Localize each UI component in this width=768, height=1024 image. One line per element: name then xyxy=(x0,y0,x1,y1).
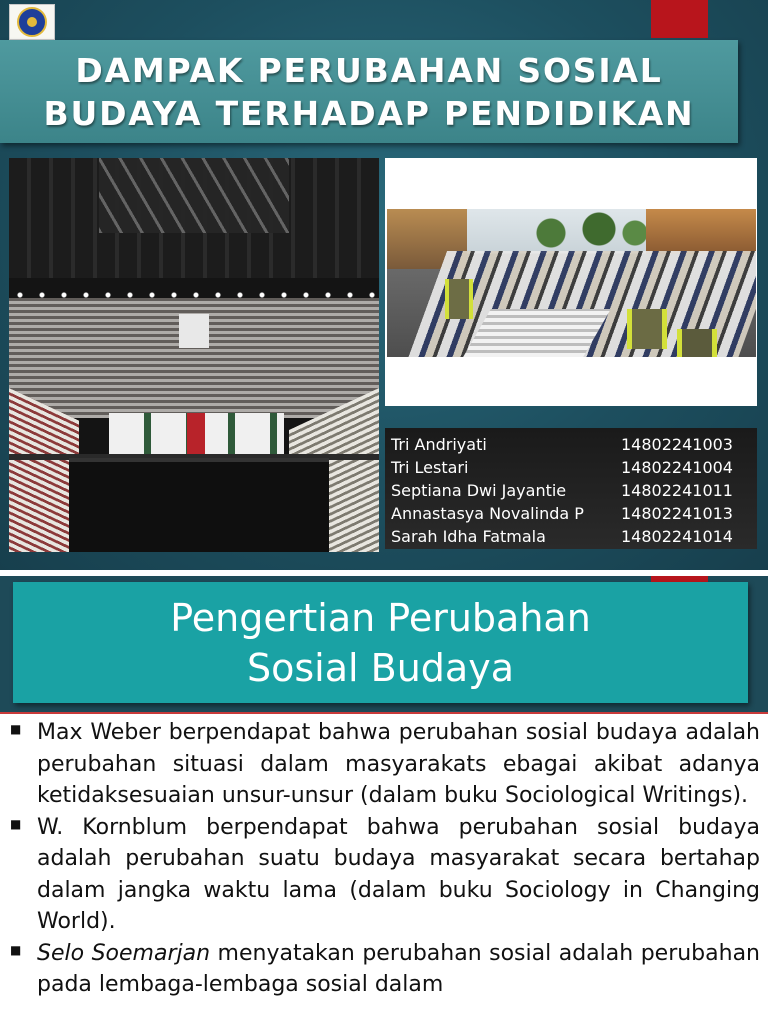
slide-title xyxy=(44,49,695,135)
bullet-content xyxy=(0,712,768,1024)
bullet-item xyxy=(10,717,760,812)
square-bullet-icon xyxy=(10,717,37,812)
section-title-banner xyxy=(13,582,748,703)
author-list xyxy=(385,428,757,549)
author-nim: 14802241011 xyxy=(621,481,733,500)
author-name: Tri Lestari xyxy=(391,458,469,477)
author-row xyxy=(391,479,757,502)
bullet-rest: menyatakan perubahan sosial adalah perubahan pada lembaga-lembaga sosial dalam xyxy=(37,940,760,997)
red-accent-tab xyxy=(651,0,708,38)
bullet-text: Max Weber berpendapat bahwa perubahan sosial budaya adalah perubahan situasi dalam masyarakats ebagai akibat adanya ketidaksesuaian unsur-unsur (dalam buku Sociological Writings). xyxy=(37,720,760,808)
arena-photo xyxy=(9,158,379,552)
section-title-line-2: Sosial Budaya xyxy=(247,645,514,690)
author-nim: 14802241003 xyxy=(621,435,733,454)
title-line-2: BUDAYA TERHADAP PENDIDIKAN xyxy=(43,93,695,133)
author-name: Tri Andriyati xyxy=(391,435,487,454)
street-prayer-photo xyxy=(387,209,756,357)
author-name: Annastasya Novalinda P xyxy=(391,504,584,523)
title-banner xyxy=(0,40,738,143)
bullet-text xyxy=(37,938,760,1001)
bullet-lead: Selo Soemarjan xyxy=(37,940,211,966)
author-nim: 14802241014 xyxy=(621,527,733,546)
section-title xyxy=(170,593,591,693)
bullet-item xyxy=(10,938,760,1001)
author-nim: 14802241013 xyxy=(621,504,733,523)
square-bullet-icon xyxy=(10,812,37,938)
author-row xyxy=(391,456,757,479)
bullet-item xyxy=(10,812,760,938)
square-bullet-icon xyxy=(10,938,37,1001)
author-name: Septiana Dwi Jayantie xyxy=(391,481,567,500)
section-title-line-1: Pengertian Perubahan xyxy=(170,595,591,640)
author-row xyxy=(391,525,757,548)
bullet-text: W. Kornblum berpendapat bahwa perubahan sosial budaya adalah perubahan suatu budaya masyarakat secara bertahap dalam jangka waktu lama (dalam buku Sociology in Changing World). xyxy=(37,814,760,934)
definition-slide xyxy=(0,576,768,1024)
title-line-1: DAMPAK PERUBAHAN SOSIAL xyxy=(75,50,663,90)
university-logo xyxy=(9,4,55,40)
author-nim: 14802241004 xyxy=(621,458,733,477)
author-row xyxy=(391,433,757,456)
author-row xyxy=(391,502,757,525)
author-name: Sarah Idha Fatmala xyxy=(391,527,546,546)
